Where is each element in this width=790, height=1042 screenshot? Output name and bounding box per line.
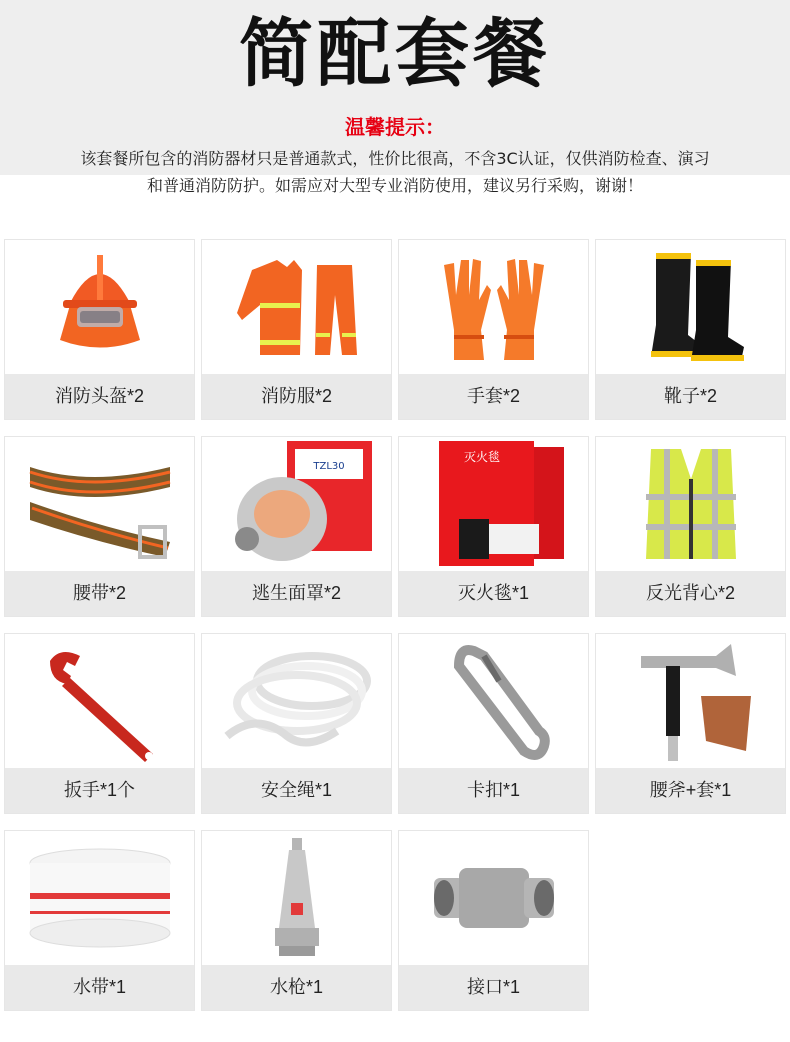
product-card-boots[interactable] <box>596 240 785 419</box>
product-label: 水带*1 <box>5 965 194 1010</box>
product-label: 手套*2 <box>399 374 588 419</box>
product-label: 逃生面罩*2 <box>202 571 391 616</box>
product-card-reflective-vest[interactable] <box>596 437 785 616</box>
boots-icon <box>596 240 785 374</box>
product-card-fire-suit[interactable] <box>202 240 391 419</box>
product-label: 腰斧+套*1 <box>596 768 785 813</box>
product-card-helmet[interactable] <box>5 240 194 419</box>
carabiner-icon <box>399 634 588 768</box>
fire-blanket-icon <box>399 437 588 571</box>
helmet-icon <box>5 240 194 374</box>
coupling-icon <box>399 831 588 965</box>
tip-title: 温馨提示： <box>345 115 445 139</box>
product-label: 水枪*1 <box>202 965 391 1010</box>
product-label: 靴子*2 <box>596 374 785 419</box>
product-label: 消防服*2 <box>202 374 391 419</box>
product-card-fire-blanket[interactable] <box>399 437 588 616</box>
product-card-wrench[interactable] <box>5 634 194 813</box>
product-card-nozzle[interactable] <box>202 831 391 1010</box>
page-title: 简配套餐 <box>239 11 551 97</box>
axe-icon <box>596 634 785 768</box>
nozzle-icon <box>202 831 391 965</box>
rope-icon <box>202 634 391 768</box>
mask-box-text: TZL30 <box>312 461 345 472</box>
blanket-text: 灭火毯 <box>463 450 500 464</box>
product-card-coupling[interactable] <box>399 831 588 1010</box>
fire-suit-icon <box>202 240 391 374</box>
product-label: 消防头盔*2 <box>5 374 194 419</box>
product-label: 卡扣*1 <box>399 768 588 813</box>
tip-text-line-2: 和普通消防防护。如需应对大型专业消防使用，建议另行采购，谢谢！ <box>146 176 643 195</box>
product-card-escape-mask[interactable] <box>202 437 391 616</box>
product-card-hose[interactable] <box>5 831 194 1010</box>
escape-mask-icon <box>202 437 391 571</box>
hose-icon <box>5 831 194 965</box>
wrench-icon <box>5 634 194 768</box>
product-card-carabiner[interactable] <box>399 634 588 813</box>
gloves-icon <box>399 240 588 374</box>
product-label: 安全绳*1 <box>202 768 391 813</box>
reflective-vest-icon <box>596 437 785 571</box>
product-card-gloves[interactable] <box>399 240 588 419</box>
product-card-rope[interactable] <box>202 634 391 813</box>
product-label: 扳手*1个 <box>5 768 194 813</box>
tip-text-line-1: 该套餐所包含的消防器材只是普通款式，性价比很高，不含3C认证，仅供消防检查、演习 <box>80 149 710 168</box>
product-label: 接口*1 <box>399 965 588 1010</box>
product-label: 反光背心*2 <box>596 571 785 616</box>
product-label: 腰带*2 <box>5 571 194 616</box>
product-card-axe[interactable] <box>596 634 785 813</box>
product-label: 灭火毯*1 <box>399 571 588 616</box>
belt-icon <box>5 437 194 571</box>
product-card-belt[interactable] <box>5 437 194 616</box>
